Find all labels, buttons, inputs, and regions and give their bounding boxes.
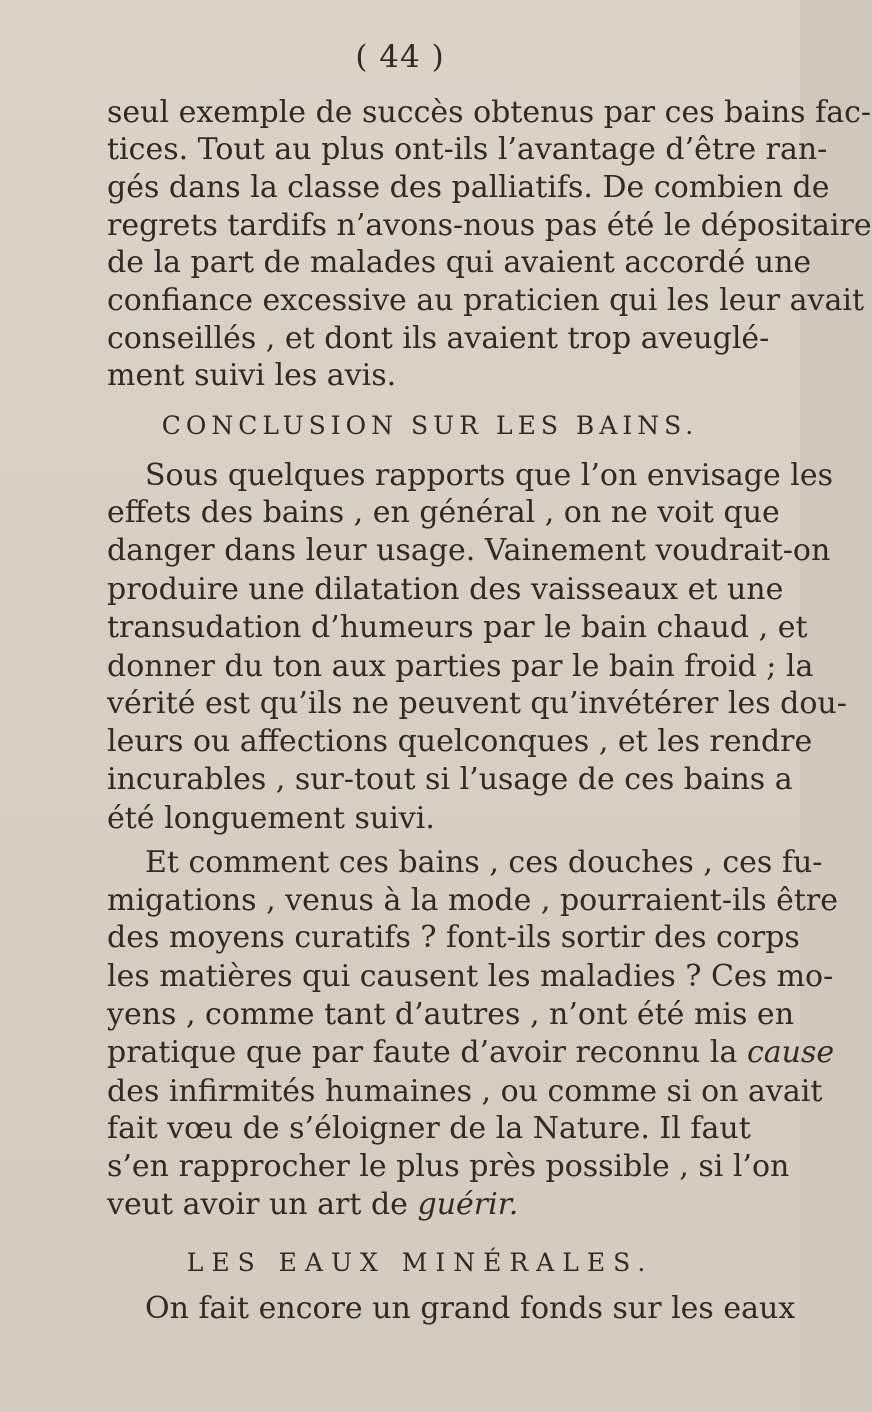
text-segment: veut avoir un art de	[107, 1187, 418, 1222]
text-line: transudation d’humeurs par le bain chaud , et	[107, 610, 808, 645]
text-line: conseillés , et dont ils avaient trop aveuglé-	[107, 321, 770, 356]
text-line: regrets tardifs n’avons-nous pas été le dépositaire	[107, 208, 872, 243]
text-line: produire une dilatation des vaisseaux et une	[107, 572, 784, 607]
text-line: On fait encore un grand fonds sur les eaux	[145, 1291, 796, 1326]
text-line: Sous quelques rapports que l’on envisage les	[145, 458, 833, 493]
text-line: tices. Tout au plus ont-ils l’avantage d’être ran-	[107, 132, 828, 167]
text-line: été longuement suivi.	[107, 801, 435, 836]
text-line: fait vœu de s’éloigner de la Nature. Il faut	[107, 1111, 751, 1146]
section-heading: CONCLUSION SUR LES BAINS.	[161, 411, 699, 440]
text-line: danger dans leur usage. Vainement voudrait-on	[107, 533, 831, 568]
text-line: les matières qui causent les maladies ? Ces mo-	[107, 959, 834, 994]
text-line: vérité est qu’ils ne peuvent qu’invétérer les dou-	[107, 686, 847, 721]
text-segment: pratique que par faute d’avoir reconnu la	[107, 1035, 738, 1070]
text-line: leurs ou affections quelconques , et les rendre	[107, 724, 813, 759]
text-line: yens , comme tant d’autres , n’ont été mis en	[107, 997, 795, 1032]
section-heading: LES EAUX MINÉRALES.	[186, 1248, 654, 1277]
text-line: seul exemple de succès obtenus par ces bains fac-	[107, 95, 872, 130]
text-segment: s’en rapprocher le plus près possible , si l’on	[107, 1149, 790, 1184]
text-line: des infirmités humaines , ou comme si on avait	[107, 1074, 823, 1109]
text-line: incurables , sur-tout si l’usage de ces bains a	[107, 762, 793, 797]
page-number: ( 44 )	[355, 39, 445, 75]
text-line: des moyens curatifs ? font-ils sortir des corps	[107, 920, 800, 955]
text-line: ment suivi les avis.	[107, 358, 397, 393]
text-line: de la part de malades qui avaient accordé une	[107, 245, 812, 280]
text-line: confiance excessive au praticien qui les leur avait	[107, 283, 865, 318]
text-line: Et comment ces bains , ces douches , ces fu-	[145, 845, 823, 880]
text-line: donner du ton aux parties par le bain froid ; la	[107, 649, 814, 684]
italic-word: guérir.	[417, 1187, 519, 1222]
italic-word: cause	[746, 1035, 835, 1070]
text-line: migations , venus à la mode , pourraient-ils être	[107, 883, 839, 918]
text-line: gés dans la classe des palliatifs. De combien de	[107, 170, 830, 205]
text-line: effets des bains , en général , on ne voit que	[107, 495, 780, 530]
